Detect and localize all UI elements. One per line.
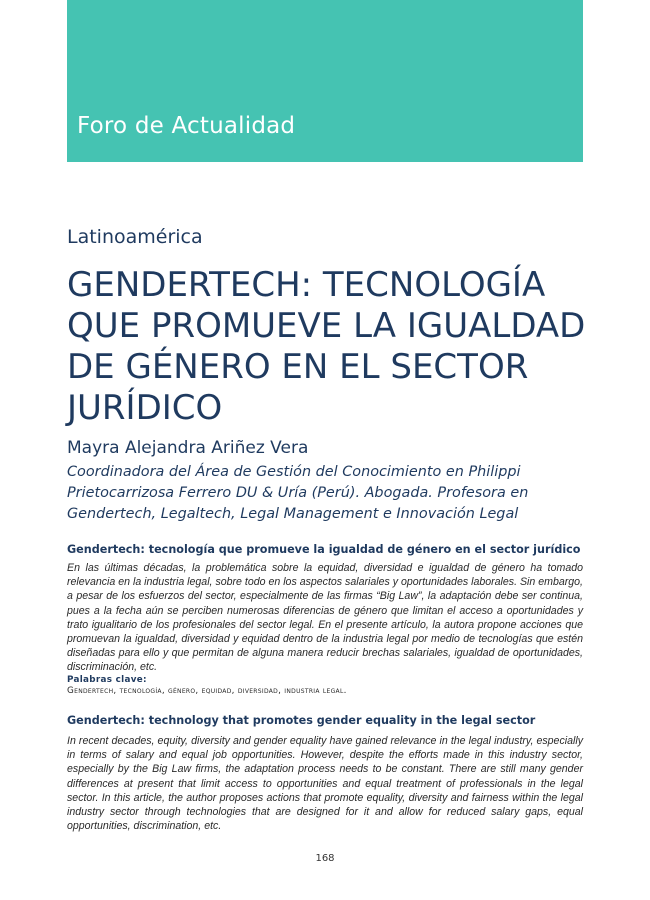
abstract-es-text: En las últimas décadas, la problemática sobre la equidad, diversidad e igualdad de género ha tomado relevancia en la industria legal, sobre todo en los aspectos salariales y oportunidades laborales. Sin embargo, a pesar de los esfuerzos del sector, especialmente de las firmas “Big Law”, la adaptación debe ser continua, pues a la fecha aún se perciben numerosas diferencias de género que limitan el acceso a oportunidades y trato igualitario de los profesionales del sector legal. En el presente artículo, la autora propone acciones que promuevan la igualdad, diversidad y equidad dentro de la industria legal por medio de tecnologías que estén diseñadas para ello y que permitan de alguna manera reducir brechas salariales, igualdad de oportunidades, discriminación, etc. [67,562,583,674]
section-banner [67,0,583,162]
section-title: Foro de Actualidad [77,113,296,139]
abstract-en-text: In recent decades, equity, diversity and gender equality have gained relevance in the legal industry, especially in terms of salary and equal job opportunities. However, despite the efforts made in this industry sector, especially by the Big Law firms, the adaptation process needs to be constant. There are still many gender differences at present that limit access to opportunities and equal treatment of professionals in the legal sector. In this article, the author proposes actions that promote equality, diversity and fairness within the legal industry sector through technologies that are designed for it and allow for reduced salary gaps, equal opportunities, discrimination, etc. [67,735,583,833]
abstract-en-heading: Gendertech: technology that promotes gender equality in the legal sector [67,714,536,727]
abstract-es-heading: Gendertech: tecnología que promueve la igualdad de género en el sector jurídico [67,543,581,556]
article-author: Mayra Alejandra Ariñez Vera [67,438,309,458]
article-title: GENDERTECH: TECNOLOGÍA QUE PROMUEVE LA IGUALDAD DE GÉNERO EN EL SECTOR JURÍDICO [67,265,586,428]
article-region: Latinoamérica [67,226,203,248]
keywords-text: Gendertech, tecnología, género, equidad, diversidad, industria legal. [67,686,347,696]
keywords-label: Palabras clave: [67,675,147,685]
author-affiliation: Coordinadora del Área de Gestión del Conocimiento en Philippi Prietocarrizosa Ferrero DU & Uría (Perú). Abogada. Profesora en Gendertech, Legaltech, Legal Management e Innovación Legal [67,464,529,522]
page-number: 168 [315,853,335,864]
